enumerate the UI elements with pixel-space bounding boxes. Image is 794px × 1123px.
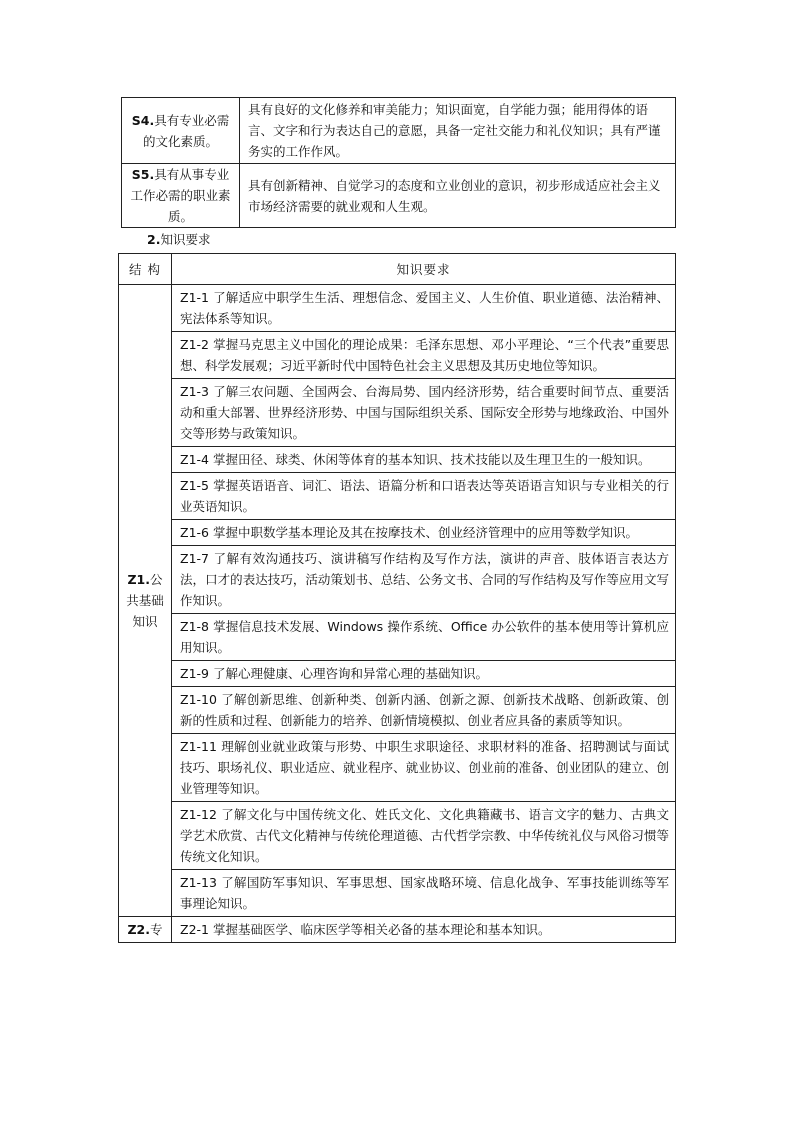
group-code: Z2.	[127, 922, 150, 937]
table-row	[122, 98, 676, 164]
quality-content: 具有良好的文化修养和审美能力；知识面宽，自学能力强；能用得体的语言、文字和行为表达自己的意愿，具备一定社交能力和礼仪知识；具有严谨务实的工作作风。	[240, 98, 676, 164]
knowledge-item: Z1-4 掌握田径、球类、休闲等体育的基本知识、技术技能以及生理卫生的一般知识。	[172, 447, 676, 473]
header-requirements: 知识要求	[172, 254, 676, 285]
quality-code: S4.	[131, 112, 155, 128]
group-label: 公共基础知识	[126, 572, 164, 629]
group-label-cell	[119, 917, 172, 943]
section-number: 2.	[147, 232, 161, 247]
table-row	[119, 520, 676, 546]
knowledge-item: Z1-1 了解适应中职学生生活、理想信念、爱国主义、人生价值、职业道德、法治精神、宪法体系等知识。	[172, 285, 676, 332]
knowledge-item: Z1-3 了解三农问题、全国两会、台海局势、国内经济形势，结合重要时间节点、重要活动和重大部署、世界经济形势、中国与国际组织关系、国际安全形势与地缘政治、中国外交等形势与政策知识。	[172, 379, 676, 447]
table-row	[119, 802, 676, 870]
knowledge-item: Z1-7 了解有效沟通技巧、演讲稿写作结构及写作方法，演讲的声音、肢体语言表达方法，口才的表达技巧，活动策划书、总结、公务文书、合同的写作结构及写作等应用文写作知识。	[172, 546, 676, 614]
knowledge-item: Z1-9 了解心理健康、心理咨询和异常心理的基础知识。	[172, 661, 676, 687]
header-structure: 结 构	[119, 254, 172, 285]
group-code: Z1.	[127, 572, 150, 587]
knowledge-item: Z1-6 掌握中职数学基本理论及其在按摩技术、创业经济管理中的应用等数学知识。	[172, 520, 676, 546]
table-row	[119, 734, 676, 802]
knowledge-item: Z1-10 了解创新思维、创新种类、创新内涵、创新之源、创新技术战略、创新政策、创新的性质和过程、创新能力的培养、创新情境模拟、创业者应具备的素质等知识。	[172, 687, 676, 734]
knowledge-item: Z1-5 掌握英语语音、词汇、语法、语篇分析和口语表达等英语语言知识与专业相关的行业英语知识。	[172, 473, 676, 520]
quality-label-cell	[122, 98, 240, 164]
table-row	[119, 285, 676, 332]
table-row	[119, 332, 676, 379]
quality-label-cell	[122, 164, 240, 228]
knowledge-item: Z2-1 掌握基础医学、临床医学等相关必备的基本理论和基本知识。	[172, 917, 676, 943]
group-label: 专	[150, 922, 163, 937]
table-row	[119, 870, 676, 917]
table-row	[119, 379, 676, 447]
quality-content: 具有创新精神、自觉学习的态度和立业创业的意识，初步形成适应社会主义市场经济需要的就业观和人生观。	[240, 164, 676, 228]
table-row	[119, 614, 676, 661]
quality-label: 具有专业必需的文化素质。	[142, 112, 230, 149]
table-row	[122, 164, 676, 228]
section-heading	[147, 231, 210, 249]
table-row	[119, 661, 676, 687]
table-row	[119, 687, 676, 734]
knowledge-item: Z1-13 了解国防军事知识、军事思想、国家战略环境、信息化战争、军事技能训练等军事理论知识。	[172, 870, 676, 917]
table-row	[119, 473, 676, 520]
quality-table	[121, 97, 676, 228]
quality-label: 具有从事专业工作必需的职业素质。	[130, 167, 231, 224]
quality-code: S5.	[131, 167, 155, 182]
section-title: 知识要求	[160, 232, 211, 247]
table-header-row	[119, 254, 676, 285]
knowledge-item: Z1-8 掌握信息技术发展、Windows 操作系统、Office 办公软件的基本使用等计算机应用知识。	[172, 614, 676, 661]
table-row	[119, 447, 676, 473]
knowledge-table	[118, 253, 676, 943]
table-row	[119, 917, 676, 943]
group-label-cell	[119, 285, 172, 917]
table-row	[119, 546, 676, 614]
knowledge-item: Z1-11 理解创业就业政策与形势、中职生求职途径、求职材料的准备、招聘测试与面试技巧、职场礼仪、职业适应、就业程序、就业协议、创业前的准备、创业团队的建立、创业管理等知识。	[172, 734, 676, 802]
knowledge-item: Z1-2 掌握马克思主义中国化的理论成果：毛泽东思想、邓小平理论、“三个代表”重要思想、科学发展观；习近平新时代中国特色社会主义思想及其历史地位等知识。	[172, 332, 676, 379]
knowledge-item: Z1-12 了解文化与中国传统文化、姓氏文化、文化典籍藏书、语言文字的魅力、古典文学艺术欣赏、古代文化精神与传统伦理道德、古代哲学宗教、中华传统礼仪与风俗习惯等传统文化知识。	[172, 802, 676, 870]
